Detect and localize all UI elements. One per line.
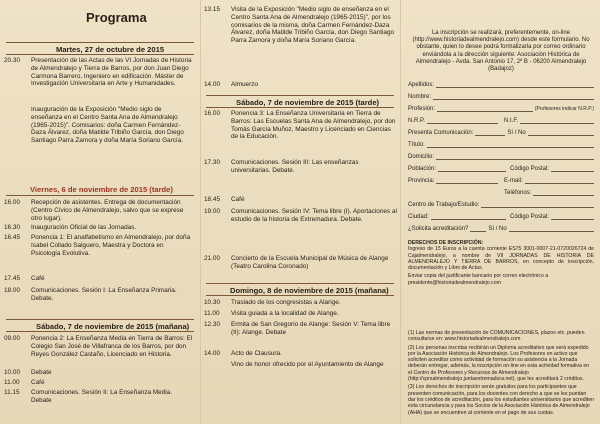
form-field-nombre[interactable]: [408, 92, 594, 100]
divider: [206, 295, 394, 296]
divider: [6, 195, 194, 196]
schedule-text: Inauguración Oficial de las Jornadas.: [31, 224, 137, 231]
schedule-text: Presentación de las Actas de las VI Jornadas de Historia de Almendralejo y Tierra de Barros, por don Juan Diego Carmona Barrero, Ingeniero en edificación. Máster de Investigación Universitaria en Arte y Humanidades.: [31, 57, 192, 88]
date-heading: Martes, 27 de octubre de 2015: [56, 45, 165, 54]
form-field-titulo[interactable]: [408, 140, 594, 148]
form-field-nrp[interactable]: [408, 116, 498, 124]
divider: [206, 283, 394, 284]
schedule-time: 18.45: [204, 196, 220, 203]
schedule-text: Acto de Clausura.: [231, 350, 282, 357]
registration-form: [400, 0, 600, 424]
form-field-codigo-postal-2[interactable]: [510, 212, 594, 220]
input-line[interactable]: [520, 116, 594, 124]
field-label: Apellidos:: [408, 82, 435, 88]
field-label: Provincia:: [408, 178, 435, 184]
schedule-time: 09.00: [4, 335, 20, 342]
schedule-text: Café: [31, 275, 45, 282]
input-line[interactable]: [436, 152, 594, 160]
divider: [206, 95, 394, 96]
form-field-acreditacion[interactable]: [408, 224, 594, 232]
input-line[interactable]: [528, 128, 594, 136]
form-field-domicilio[interactable]: [408, 152, 594, 160]
divider: [6, 319, 194, 320]
schedule-text: Concierto de la Escuela Municipal de Música de Alange (Teatro Carolina Coronado): [231, 255, 389, 270]
input-line[interactable]: [481, 200, 594, 208]
footnote-1: (1) Las normas de presentación de COMUNICACIONES, plazos etc. pueden consultarse en: www.historiadealmendralejo.com: [408, 330, 585, 343]
input-line[interactable]: [509, 224, 594, 232]
fees-text: Ingreso de 15 Euros a la cuenta corriente ES75 3001-0007-21-0720026724 de Cajalmendralejo, a nombre de VII JORNADAS DE HISTORIA DE ALMENDRALEJO Y TIERRA DE BARROS, en concepto de inscripción, documentación y Libro de Actas.: [408, 246, 594, 272]
form-field-email[interactable]: [504, 176, 594, 184]
form-field-comunicacion[interactable]: [408, 128, 594, 136]
field-label: N.I.F.: [504, 118, 519, 124]
form-field-provincia[interactable]: [408, 176, 498, 184]
date-heading: Viernes, 6 de noviembre de 2015 (tarde): [30, 185, 173, 194]
field-label: Teléfonos:: [504, 190, 532, 196]
schedule-text: Ermita de San Gregorio de Alange: Sesión V: Tema libre (II): Alange. Debate: [231, 321, 391, 336]
schedule-text: Ponencia 1: El analfabetismo en Almendralejo, por doña Isabel Collado Salguero, Maestra y Doctora en Psicología Evolutiva.: [31, 234, 191, 257]
divider: [6, 331, 194, 332]
form-field-telefonos[interactable]: [504, 188, 594, 196]
profession-hint: (Profesores indicar N.R.P.): [534, 106, 594, 112]
schedule-time: 18.00: [4, 287, 20, 294]
input-line[interactable]: [436, 80, 594, 88]
fees-email-instruction: Enviar copia del justificante bancario por correo electrónico a presidente@historiadealmendralejo.com: [408, 273, 549, 286]
schedule-text: Vino de honor ofrecido por el Ayuntamiento de Alange: [231, 361, 384, 368]
footnote-2: (2) Los personas inscritas recibirán un Diploma acreditativo que será expedido por la Asociación Histórica de Almendralejo. Los Profesores en activo que soliciten acreditar como actividad de formación su asistencia a la Jornada deberán entregar, además, la inscripción on-line en esta actividad formativa en el Centro de Profesores y Recursos de Almendralejo (http://cprsalmendralejo.juntaextremadura.net), que les acreditará 2 créditos.: [408, 344, 590, 383]
schedule-time: 16.00: [4, 199, 20, 206]
field-label: Profesión:: [408, 106, 436, 112]
date-heading: Domingo, 8 de noviembre de 2015 (mañana): [230, 286, 389, 295]
input-line[interactable]: [437, 104, 533, 112]
field-label: Ciudad:: [408, 214, 429, 220]
yes-no-option[interactable]: Sí / No: [488, 226, 507, 232]
date-heading: Sábado, 7 de noviembre de 2015 (mañana): [36, 322, 190, 331]
schedule-text: Café: [31, 379, 45, 386]
footnote-3: (3) Los derechos de inscripción serán gratuitos para los participantes que presenten comunicación, para los docentes con derecho a que se les puedan dar los créditos de acreditación, para los estudiantes universitarios que acrediten esta circunstancia y para los Socios de la Asociación Histórica de Almendralejo (AHA) que se encuentren al corriente en el pago de sus cuotas.: [408, 384, 594, 416]
schedule-time: 11.00: [4, 379, 20, 386]
form-field-profesion[interactable]: [408, 104, 594, 112]
form-field-apellidos[interactable]: [408, 80, 594, 88]
schedule-time: 14.00: [204, 350, 220, 357]
form-field-ciudad[interactable]: [408, 212, 506, 220]
schedule-time: 14.00: [204, 81, 220, 88]
field-label: Centro de Trabajo/Estudio:: [408, 202, 480, 208]
schedule-text: Ponencia 3: La Enseñanza Universitaria en Tierra de Barros: Las Escuelas Santa Ana de Almendralejo, por don Tomás García Muñoz, Maestro y Licenciado en Ciencias de la Educación.: [231, 110, 396, 141]
field-label: ¿Solicita acreditación?: [408, 226, 469, 232]
program-column-1: [0, 0, 200, 424]
schedule-time: 11.15: [4, 389, 20, 396]
field-label: Presenta Comunicación:: [408, 130, 474, 136]
input-line[interactable]: [551, 212, 594, 220]
schedule-text: Visita guiada a la localidad de Alange.: [231, 310, 339, 317]
field-label: Nombre:: [408, 94, 432, 100]
field-label: Título:: [408, 142, 425, 148]
schedule-time: 10.00: [4, 369, 20, 376]
form-field-poblacion[interactable]: [408, 164, 506, 172]
field-label: E-mail:: [504, 178, 523, 184]
input-line[interactable]: [475, 128, 505, 136]
form-field-nif[interactable]: [504, 116, 594, 124]
schedule-time: 10.30: [204, 299, 220, 306]
registration-intro: La inscripción se realizará, preferentemente, on-line (http://www.historiadealmendralejo.com) desde este formulario. No obstante, quien lo desee podrá formalizarla por correo ordinario enviándola a la dirección siguiente: Asociación Histórica de Almendralejo - Avda. San Antonio 17, 2º B - 06200 Almendralejo (Badajoz): [412, 30, 590, 73]
schedule-text: Recepción de asistentes. Entrega de documentación (Centro Cívico de Almendralejo, salvo que se exprese otro lugar).: [31, 199, 184, 222]
schedule-text: Comunicaciones. Sesión III: Las enseñanzas universitarias. Debate.: [231, 159, 359, 174]
schedule-text: Ponencia 2: La Enseñanza Media en Tierra de Barros: El Colegio San José de Villafranca de los Barros, por don Reyes González Castaño, Licenciado en Historia.: [31, 335, 193, 358]
input-line[interactable]: [436, 176, 498, 184]
schedule-time: 17.30: [204, 159, 220, 166]
field-label: Población:: [408, 166, 437, 172]
input-line[interactable]: [427, 116, 498, 124]
schedule-text: Comunicaciones. Sesión I: La Enseñanza Primaria. Debate.: [31, 287, 177, 302]
field-label: Código Postal:: [510, 214, 550, 220]
schedule-time: 19.00: [204, 208, 220, 215]
schedule-text: Café: [231, 196, 245, 203]
input-line[interactable]: [427, 140, 594, 148]
schedule-time: 12.30: [204, 321, 220, 328]
schedule-time: 20.30: [4, 57, 20, 64]
form-field-centro-trabajo[interactable]: [408, 200, 594, 208]
date-heading: Sábado, 7 de noviembre de 2015 (tarde): [236, 98, 380, 107]
schedule-time: 16.45: [4, 234, 20, 241]
schedule-text: Comunicaciones. Sesión IV: Tema libre (I). Aportaciones al estudio de la historia de Extremadura. Debate.: [231, 208, 397, 223]
field-label: Domicilio:: [408, 154, 435, 160]
fees-section: [408, 240, 594, 286]
divider: [206, 107, 394, 108]
input-line[interactable]: [470, 224, 486, 232]
schedule-time: 11.00: [204, 310, 220, 317]
schedule-time: 16.30: [4, 224, 20, 231]
schedule-text: Visita de la Exposición "Medio siglo de enseñanza en el Centro Santa Ana de Almendralejo (1965-2015)", por los comisarios de la misma, doña Carmen Fernández-Daza Álvarez, doña Matilde Tribiño García, don Diego Santiago Parra Zamora y doña María Soriano García.: [231, 6, 395, 45]
input-line[interactable]: [438, 164, 506, 172]
program-column-2: [200, 0, 400, 424]
schedule-text: Almuerzo: [231, 81, 258, 88]
schedule-time: 21.00: [204, 255, 220, 262]
schedule-text: Traslado de los congresistas a Alange.: [231, 299, 341, 306]
input-line[interactable]: [551, 164, 594, 172]
input-line[interactable]: [431, 212, 506, 220]
schedule-time: 13.15: [204, 6, 220, 13]
schedule-text: Debate: [31, 369, 52, 376]
input-line[interactable]: [533, 188, 594, 196]
divider: [6, 42, 194, 43]
schedule-text: Inauguración de la Exposición "Medio siglo de enseñanza en el Centro Santa Ana de Almendralejo (1965-2015)". Comisarios: doña Carmen Fernández-Daza Álvarez, doña Matilde Tribiño García, don Diego Santiago Parra Zamora y doña María Soriano García.: [31, 106, 184, 145]
form-field-codigo-postal[interactable]: [510, 164, 594, 172]
yes-no-option[interactable]: Sí / No: [507, 130, 526, 136]
field-label: N.R.P.: [408, 118, 425, 124]
divider: [6, 54, 194, 55]
footnotes: [408, 330, 594, 416]
page-title: Programa: [86, 10, 147, 25]
input-line[interactable]: [525, 176, 594, 184]
input-line[interactable]: [433, 92, 594, 100]
field-label: Código Postal:: [510, 166, 550, 172]
schedule-time: 16.00: [204, 110, 220, 117]
schedule-time: 17.45: [4, 275, 20, 282]
fees-title: DERECHOS DE INSCRIPCIÓN:: [408, 240, 484, 246]
schedule-text: Comunicaciones. Sesión II: La Enseñanza Media. Debate: [31, 389, 173, 404]
